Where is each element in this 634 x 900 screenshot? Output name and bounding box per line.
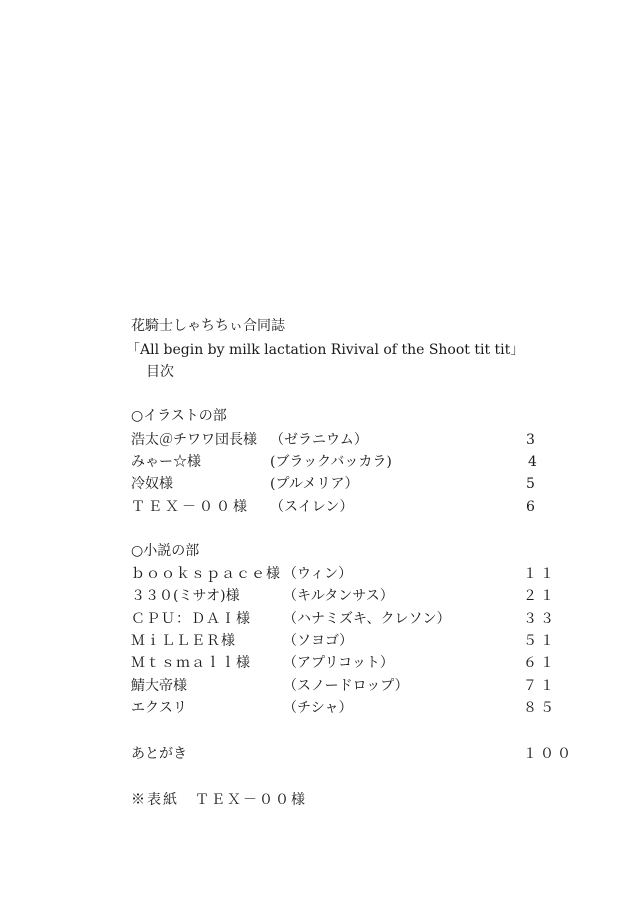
character-name: （ウィン） <box>283 566 353 582</box>
contributor-name: 鯖大帝様 <box>131 678 187 694</box>
page-number: 5 <box>526 476 535 492</box>
character-name: (プルメリア） <box>270 476 359 492</box>
contributor-name: Ｍｔｓｍａｌｌ様 <box>131 655 251 671</box>
character-name: （スイレン） <box>270 499 354 515</box>
page-number: ５１ <box>523 633 557 649</box>
contributor-name: ＣＰＵ：ＤＡＩ様 <box>131 611 251 627</box>
page-number: １１ <box>523 566 557 582</box>
list-item <box>0 677 634 695</box>
list-item <box>0 431 634 449</box>
book-title: 花騎士しゃちちぃ合同誌 <box>131 318 285 334</box>
character-name: (ブラックバッカラ) <box>270 454 392 470</box>
page-number: 6 <box>526 499 535 515</box>
contributor-name: みゃー☆様 <box>131 454 201 470</box>
character-name: （アプリコット） <box>283 655 394 671</box>
page-number: 3 <box>526 432 535 448</box>
contributor-name: ３３０(ミサオ)様 <box>131 588 240 604</box>
character-name: （チシャ） <box>283 700 353 716</box>
page-number: ２１ <box>523 588 557 604</box>
page-number: ７１ <box>523 678 557 694</box>
contributor-name: ＭｉＬＬＥＲ様 <box>131 633 236 649</box>
page-number: ３３ <box>523 611 557 627</box>
list-item <box>0 699 634 717</box>
page-number: 4 <box>528 454 537 470</box>
book-subtitle: 「All begin by milk lactation Rivival of the Shoot tit tit」 <box>126 342 525 358</box>
character-name: （キルタンサス） <box>283 588 394 604</box>
list-item <box>0 632 634 650</box>
page-number: １００ <box>523 746 574 762</box>
list-item <box>0 453 634 471</box>
list-item <box>0 498 634 516</box>
illust-section-heading: ○イラストの部 <box>131 408 227 424</box>
list-item <box>0 565 634 583</box>
list-item <box>0 654 634 672</box>
character-name: （ソヨゴ） <box>283 633 353 649</box>
character-name: （ハナミズキ、クレソン） <box>283 611 451 627</box>
contributor-name: 浩太＠チワワ団長様 <box>131 432 257 448</box>
character-name: （スノードロップ） <box>283 678 409 694</box>
character-name: （ゼラニウム） <box>270 432 368 448</box>
list-item <box>0 587 634 605</box>
list-item <box>0 475 634 493</box>
list-item <box>0 610 634 628</box>
toc-label: 目次 <box>146 364 174 380</box>
afterword-row <box>0 745 634 763</box>
page-number: ８５ <box>523 700 557 716</box>
afterword-label: あとがき <box>131 746 187 762</box>
contributor-name: エクスリ <box>131 700 187 716</box>
contributor-name: ｂｏｏｋｓｐａｃｅ様 <box>131 566 281 582</box>
cover-credit: ※表紙 ＴＥＸ－００様 <box>131 792 307 808</box>
contributor-name: ＴＥＸ－００様 <box>131 499 250 515</box>
contributor-name: 冷奴様 <box>131 476 173 492</box>
page-number: ６１ <box>523 655 557 671</box>
novel-section-heading: ○小説の部 <box>131 543 200 559</box>
